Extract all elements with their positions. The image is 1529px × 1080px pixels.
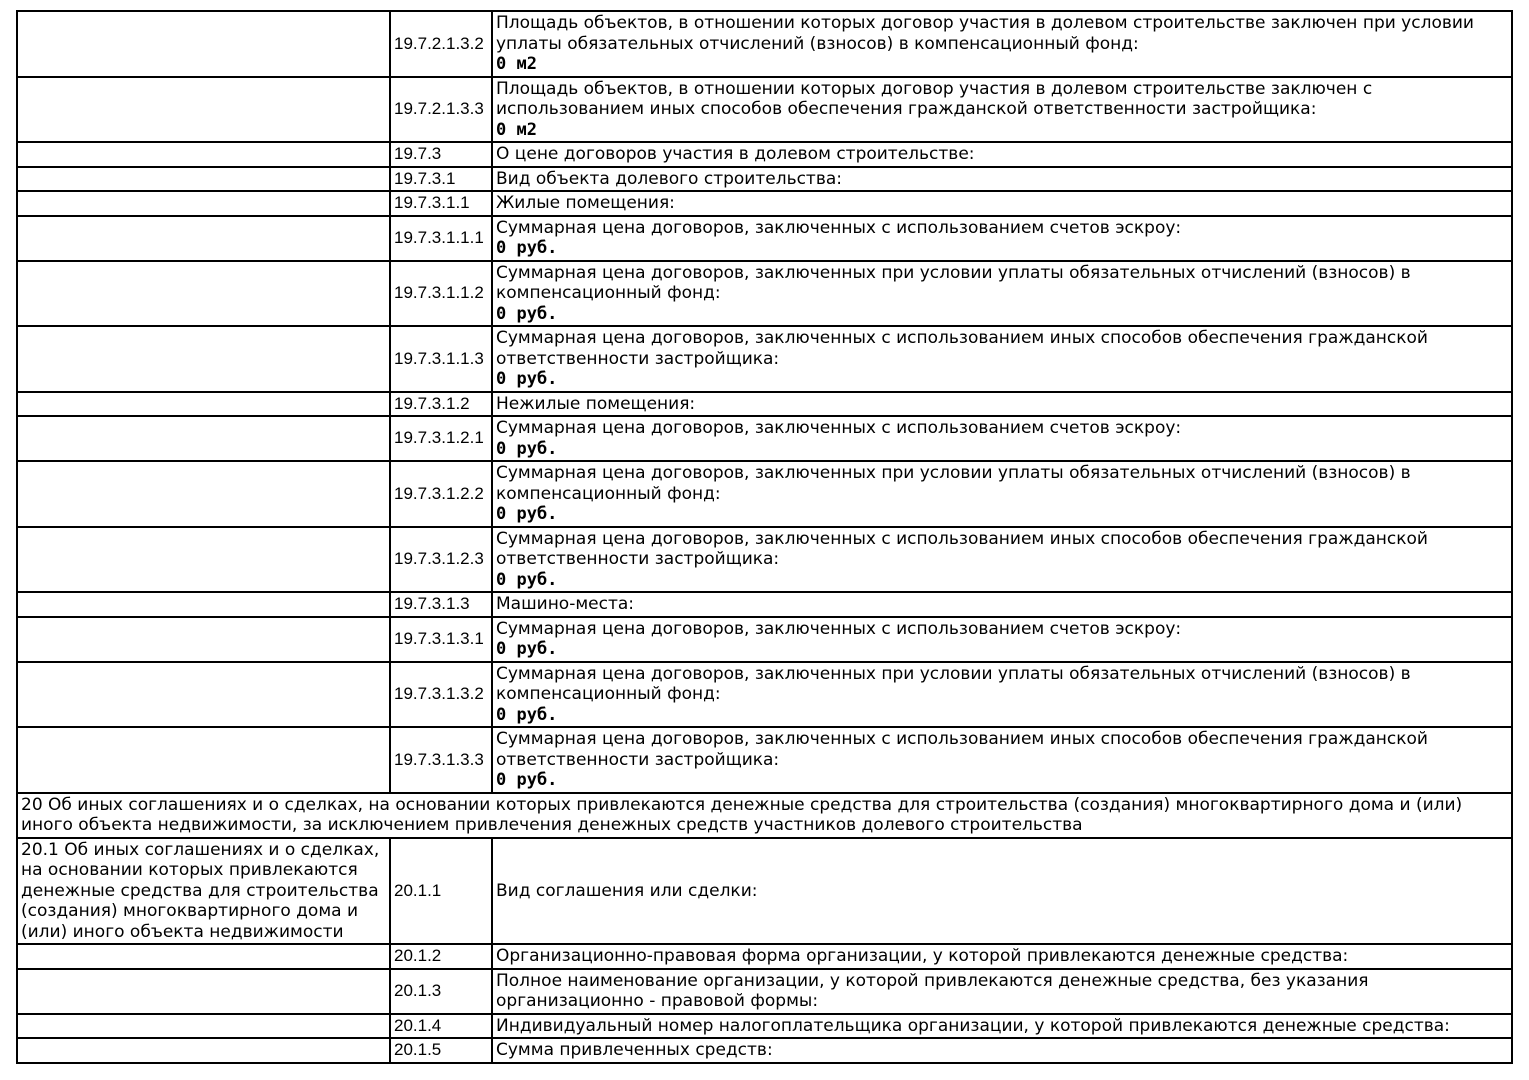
item-description-cell <box>492 838 1512 945</box>
item-label: О цене договоров участия в долевом строительстве: <box>496 144 975 164</box>
group-label-cell <box>17 662 390 728</box>
item-label: Суммарная цена договоров, заключенных при условии уплаты обязательных отчислений (взносов) в компенсационный фонд: <box>496 262 1411 303</box>
item-description-cell <box>492 142 1512 167</box>
item-number-cell: 19.7.3.1 <box>390 167 492 192</box>
item-description-cell <box>492 944 1512 969</box>
group-label-cell <box>17 969 390 1014</box>
item-description-cell <box>492 662 1512 728</box>
group-label-cell: 20.1 Об иных соглашениях и о сделках, на основании которых привлекаются денежные средства для строительства (создания) многоквартирного дома и (или) иного объекта недвижимости <box>17 838 390 945</box>
item-description-cell <box>492 167 1512 192</box>
item-label: Полное наименование организации, у которой привлекаются денежные средства, без указания организационно - правовой формы: <box>496 970 1369 1011</box>
item-label: Вид соглашения или сделки: <box>496 880 758 901</box>
item-label: Суммарная цена договоров, заключенных с использованием счетов эскроу: <box>496 418 1182 438</box>
item-number-cell: 20.1.2 <box>390 944 492 969</box>
group-label-cell <box>17 416 390 461</box>
item-description-cell <box>492 727 1512 793</box>
group-label-cell <box>17 461 390 527</box>
item-label: Суммарная цена договоров, заключенных с использованием счетов эскроу: <box>496 217 1182 238</box>
group-label-cell <box>17 727 390 793</box>
item-description-cell <box>492 1038 1512 1063</box>
item-label: Суммарная цена договоров, заключенных с использованием иных способов обеспечения гражданской ответственности застройщика: <box>496 328 1428 369</box>
item-description-cell <box>492 416 1512 461</box>
item-value: 0 руб. <box>496 438 558 459</box>
group-label-cell <box>17 617 390 662</box>
item-number-cell: 19.7.3.1.2.1 <box>390 416 492 461</box>
item-label: Площадь объектов, в отношении которых договор участия в долевом строительстве заключен при условии уплаты обязательных отчислений (взносов) в компенсационный фонд: <box>496 13 1474 54</box>
item-label: Суммарная цена договоров, заключенных с использованием иных способов обеспечения гражданской ответственности застройщика: <box>496 528 1428 569</box>
item-number-cell: 19.7.3.1.1.2 <box>390 261 492 327</box>
group-label-cell <box>17 1038 390 1063</box>
item-description-cell <box>492 527 1512 593</box>
table-row <box>17 662 1512 728</box>
table-row <box>17 838 1512 945</box>
item-description-cell <box>492 969 1512 1014</box>
item-label: Суммарная цена договоров, заключенных при условии уплаты обязательных отчислений (взносов) в компенсационный фонд: <box>496 463 1411 504</box>
item-value: 0 руб. <box>496 569 558 590</box>
table-row <box>17 326 1512 392</box>
item-label: Суммарная цена договоров, заключенных при условии уплаты обязательных отчислений (взносов) в компенсационный фонд: <box>496 663 1411 704</box>
table-row <box>17 944 1512 969</box>
section-row <box>17 793 1512 838</box>
item-label: Суммарная цена договоров, заключенных с использованием иных способов обеспечения гражданской ответственности застройщика: <box>496 729 1428 770</box>
group-label-cell <box>17 216 390 261</box>
item-number-cell: 20.1.4 <box>390 1014 492 1039</box>
item-number-cell: 19.7.3.1.2 <box>390 392 492 417</box>
table-row <box>17 416 1512 461</box>
item-label: Индивидуальный номер налогоплательщика организации, у которой привлекаются денежные средства: <box>496 1015 1450 1036</box>
item-value: 0 руб. <box>496 238 558 258</box>
item-number-cell: 19.7.3.1.2.3 <box>390 527 492 593</box>
item-number-cell: 20.1.1 <box>390 838 492 945</box>
item-number-cell: 19.7.3.1.3.3 <box>390 727 492 793</box>
group-label-cell <box>17 944 390 969</box>
table-row <box>17 1014 1512 1039</box>
table-row <box>17 527 1512 593</box>
item-value: 0 м2 <box>496 54 537 74</box>
item-number-cell: 20.1.5 <box>390 1038 492 1063</box>
item-description-cell <box>492 592 1512 617</box>
item-number-cell: 19.7.2.1.3.2 <box>390 11 492 77</box>
item-label: Суммарная цена договоров, заключенных с использованием счетов эскроу: <box>496 618 1182 639</box>
item-description-cell <box>492 191 1512 216</box>
item-label: Жилые помещения: <box>496 193 675 213</box>
group-label-cell <box>17 11 390 77</box>
table-body <box>17 11 1512 1063</box>
item-label: Организационно-правовая форма организации, у которой привлекаются денежные средства: <box>496 946 1349 966</box>
table-row <box>17 191 1512 216</box>
item-number-cell: 19.7.3.1.1.3 <box>390 326 492 392</box>
table-row <box>17 11 1512 77</box>
table-row <box>17 461 1512 527</box>
item-number-cell: 19.7.3.1.2.2 <box>390 461 492 527</box>
item-value: 0 руб. <box>496 504 558 524</box>
item-description-cell <box>492 261 1512 327</box>
group-label-cell <box>17 77 390 143</box>
group-label-cell <box>17 392 390 417</box>
table-row <box>17 77 1512 143</box>
table-row <box>17 392 1512 417</box>
group-label-cell <box>17 167 390 192</box>
group-label-cell <box>17 326 390 392</box>
section-header-cell: 20 Об иных соглашениях и о сделках, на основании которых привлекаются денежные средства для строительства (создания) многоквартирного дома и (или) иного объекта недвижимости, за исключением привлечения денежных средств участников долевого строительства <box>17 793 1512 838</box>
item-number-cell: 19.7.2.1.3.3 <box>390 77 492 143</box>
table-row <box>17 261 1512 327</box>
table-row <box>17 1038 1512 1063</box>
item-label: Машино-места: <box>496 594 635 614</box>
declaration-table <box>16 10 1513 1064</box>
group-label-cell <box>17 191 390 216</box>
item-description-cell <box>492 392 1512 417</box>
group-label-cell <box>17 142 390 167</box>
item-value: 0 руб. <box>496 639 558 659</box>
item-description-cell <box>492 326 1512 392</box>
item-number-cell: 19.7.3.1.3.2 <box>390 662 492 728</box>
item-description-cell <box>492 617 1512 662</box>
item-description-cell <box>492 1014 1512 1039</box>
item-number-cell: 19.7.3.1.3.1 <box>390 617 492 662</box>
item-label: Площадь объектов, в отношении которых договор участия в долевом строительстве заключен с использованием иных способов обеспечения гражданской ответственности застройщика: <box>496 78 1373 119</box>
table-row <box>17 216 1512 261</box>
item-number-cell: 19.7.3 <box>390 142 492 167</box>
item-description-cell <box>492 461 1512 527</box>
item-value: 0 м2 <box>496 119 537 140</box>
table-row <box>17 167 1512 192</box>
item-value: 0 руб. <box>496 704 558 725</box>
item-description-cell <box>492 77 1512 143</box>
table-row <box>17 142 1512 167</box>
item-value: 0 руб. <box>496 369 558 389</box>
group-label-cell <box>17 592 390 617</box>
table-row <box>17 969 1512 1014</box>
item-description-cell <box>492 11 1512 77</box>
item-number-cell: 19.7.3.1.3 <box>390 592 492 617</box>
item-label: Сумма привлеченных средств: <box>496 1040 773 1060</box>
item-number-cell: 19.7.3.1.1.1 <box>390 216 492 261</box>
item-label: Нежилые помещения: <box>496 393 696 414</box>
item-description-cell <box>492 216 1512 261</box>
item-number-cell: 20.1.3 <box>390 969 492 1014</box>
item-value: 0 руб. <box>496 770 558 790</box>
item-value: 0 руб. <box>496 303 558 324</box>
item-label: Вид объекта долевого строительства: <box>496 168 843 189</box>
table-row <box>17 727 1512 793</box>
table-row <box>17 617 1512 662</box>
group-label-cell <box>17 527 390 593</box>
table-row <box>17 592 1512 617</box>
item-number-cell: 19.7.3.1.1 <box>390 191 492 216</box>
group-label-cell <box>17 1014 390 1039</box>
group-label-cell <box>17 261 390 327</box>
